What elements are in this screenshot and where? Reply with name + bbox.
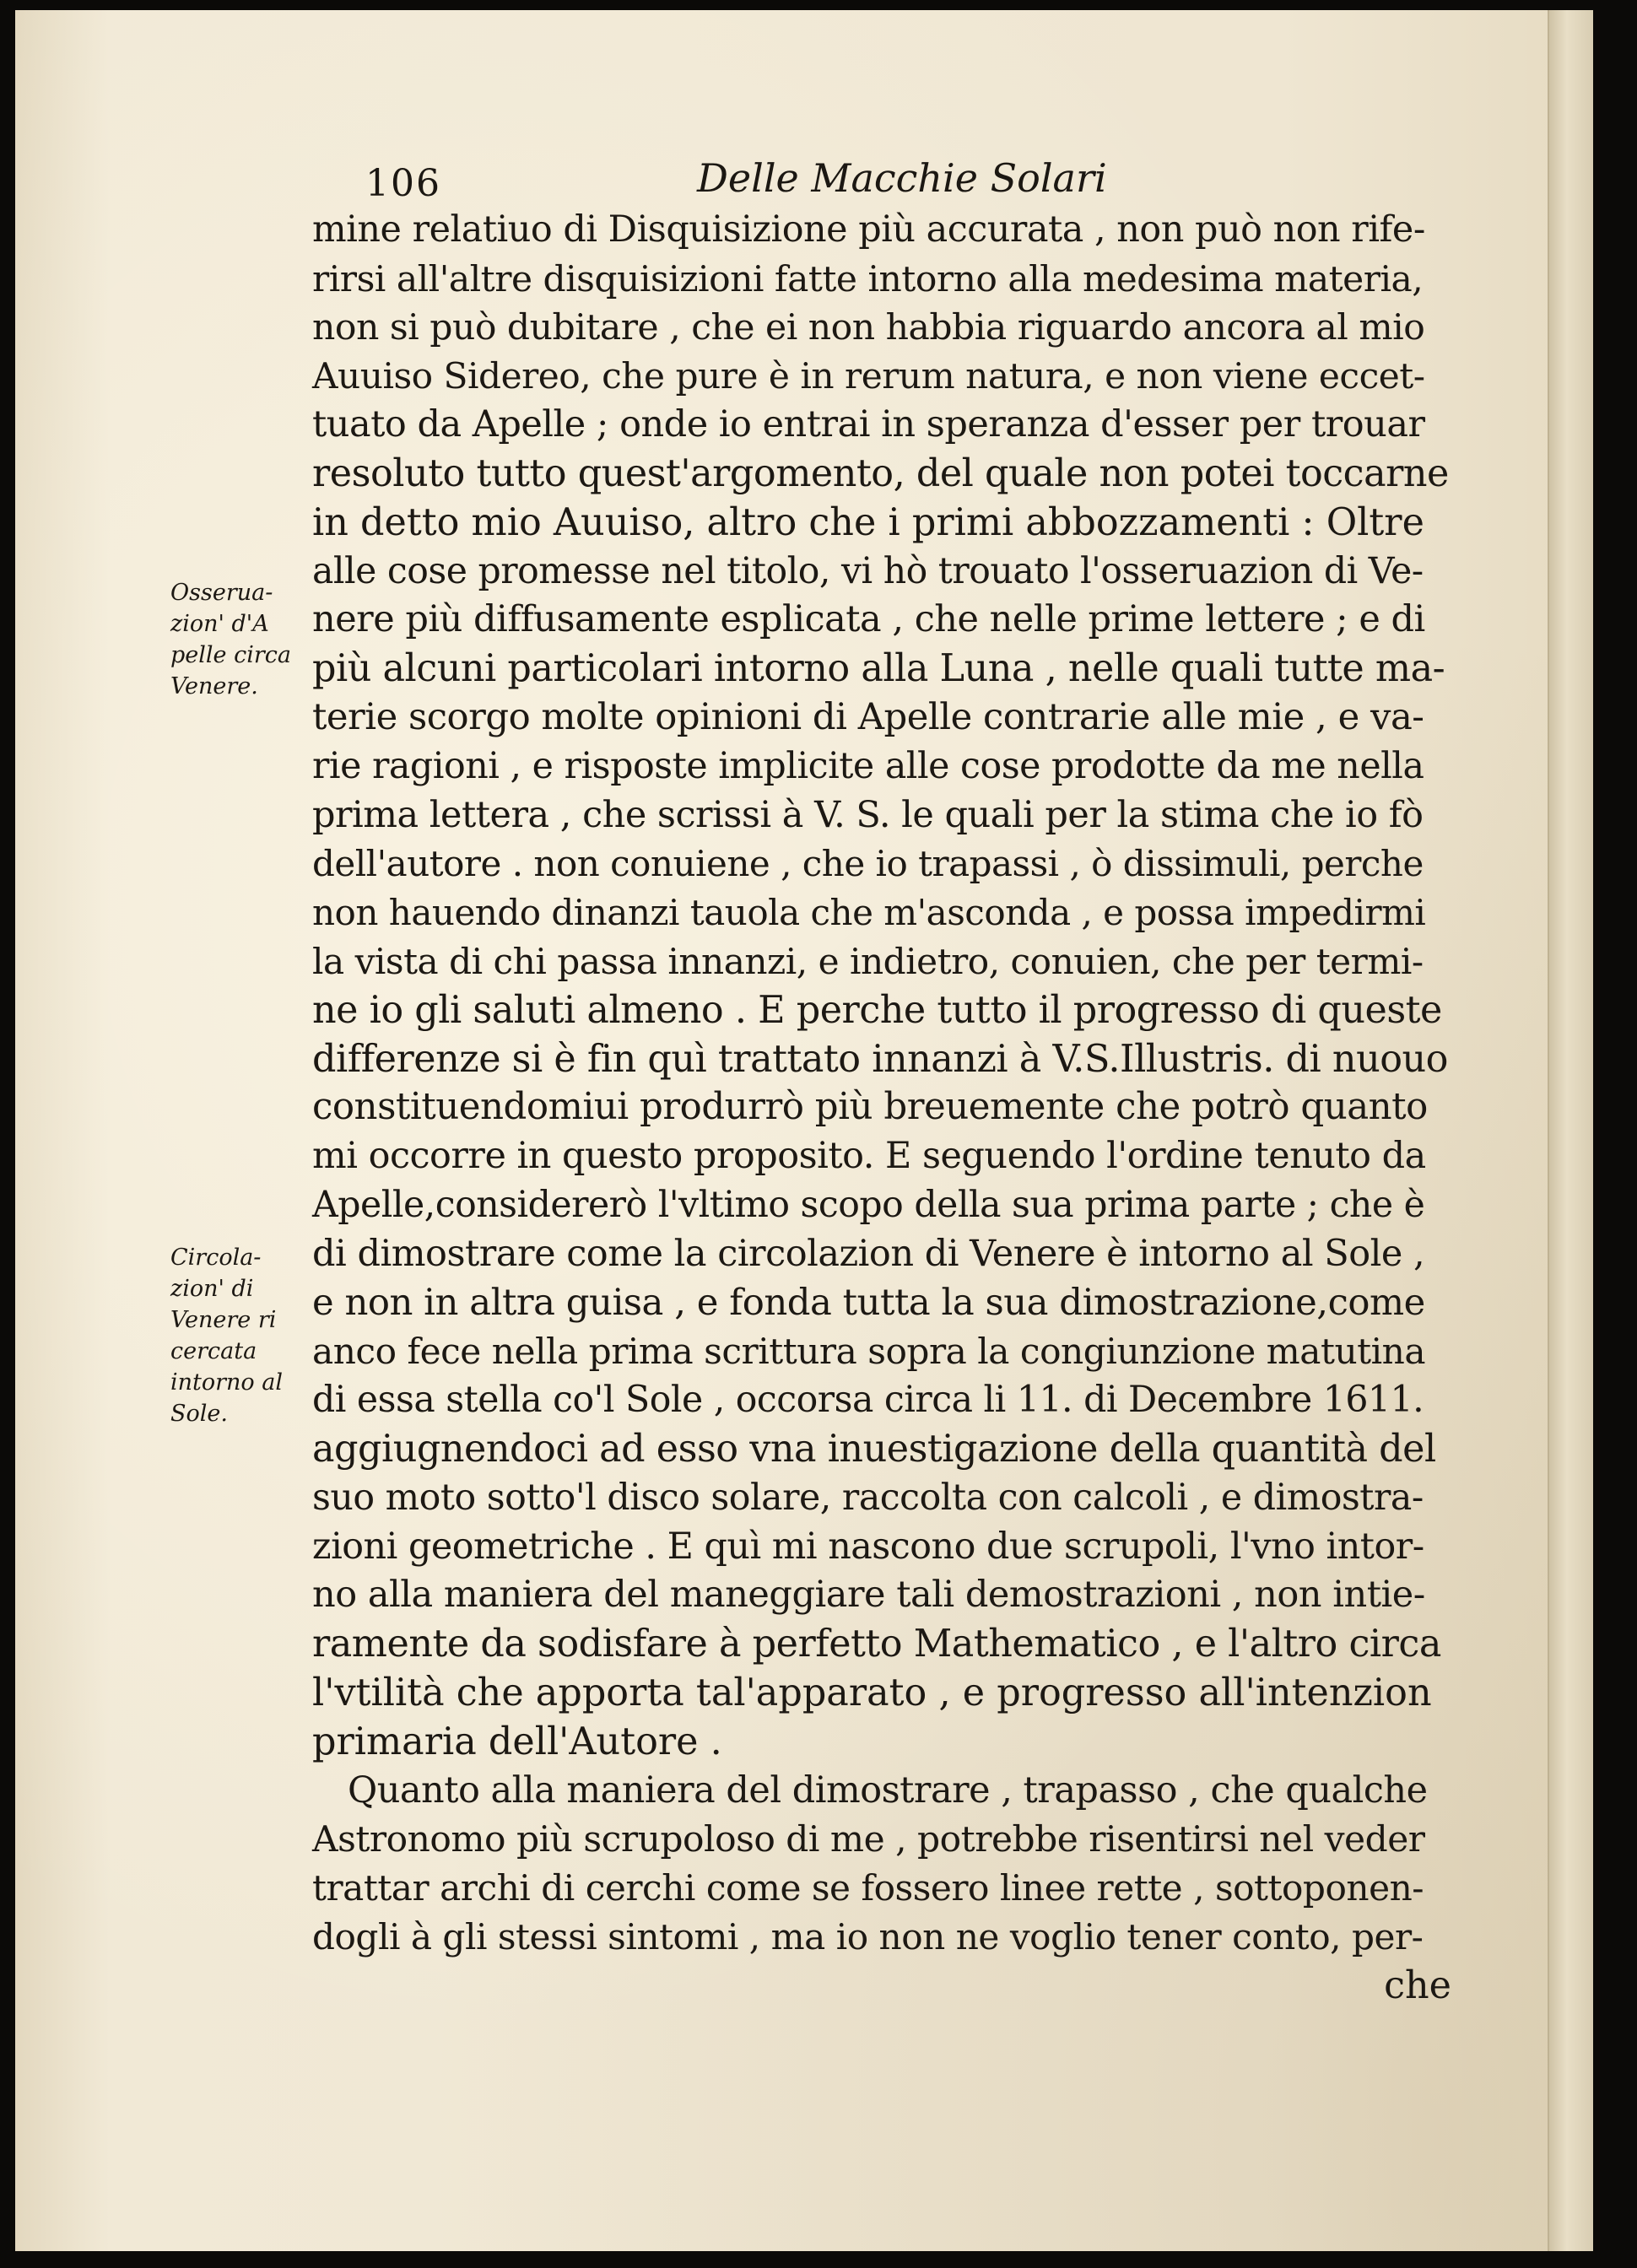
marginal-note-line: Venere ri [170, 1307, 277, 1333]
text-line: mi occorre in questo proposito. E seguendo l'ordine tenuto da [312, 1135, 1426, 1178]
text-line: l'vtilità che apporta tal'apparato , e progresso all'intenzion [312, 1671, 1432, 1714]
text-line: trattar archi di cerchi come se fossero linee rette , sottoponen- [312, 1867, 1424, 1909]
text-line: tuato da Apelle ; onde io entrai in speranza d'esser per trouar [312, 403, 1425, 446]
marginal-note-line: zion' d'A [170, 611, 269, 637]
text-line: Apelle,considererò l'vltimo scopo della sua prima parte ; che è [312, 1183, 1425, 1226]
text-line: rirsi all'altre disquisizioni fatte intorno alla medesima materia, [312, 257, 1424, 300]
text-line: no alla maniera del maneggiare tali demostrazioni , non intie- [312, 1574, 1425, 1617]
text-line: constituendomiui produrrò più breuemente che potrò quanto [312, 1086, 1428, 1129]
marginal-note [170, 577, 314, 702]
text-line: di dimostrare come la circolazion di Venere è intorno al Sole , [312, 1232, 1425, 1275]
catchword: che [1384, 1963, 1451, 2007]
text-line: la vista di chi passa innanzi, e indietro, conuien, che per termi- [312, 940, 1424, 982]
text-line: dogli à gli stessi sintomi , ma io non ne voglio tener conto, per- [312, 1915, 1424, 1958]
marginal-note [170, 1242, 314, 1429]
marginal-note-line: Venere. [170, 673, 258, 699]
text-line: prima lettera , che scrissi à V. S. le quali per la stima che io fò [312, 793, 1424, 836]
text-line: dell'autore . non conuiene , che io trapassi , ò dissimuli, perche [312, 843, 1424, 885]
page-edge [1548, 10, 1593, 2251]
text-line: non si può dubitare , che ei non habbia riguardo ancora al mio [312, 306, 1425, 348]
text-line: zioni geometriche . E quì mi nascono due scrupoli, l'vno intor- [312, 1525, 1424, 1568]
body-text [312, 206, 1451, 2010]
running-title: Delle Macchie Solari [697, 155, 1107, 201]
marginal-note-line: Sole. [170, 1401, 228, 1427]
marginal-note-line: intorno al [170, 1369, 283, 1396]
book-page [15, 10, 1593, 2251]
text-line: Quanto alla maniera del dimostrare , trapasso , che qualche [348, 1768, 1428, 1812]
text-line: primaria dell'Autore . [312, 1720, 722, 1763]
text-line: resoluto tutto quest'argomento, del quale non potei toccarne [312, 451, 1449, 495]
marginal-note-line: zion' di [170, 1276, 254, 1302]
text-line: ne io gli saluti almeno . E perche tutto il progresso di queste [312, 988, 1442, 1032]
page-number: 106 [365, 162, 441, 205]
text-line: di essa stella co'l Sole , occorsa circa li 11. di Decembre 1611. [312, 1379, 1424, 1422]
text-line: terie scorgo molte opinioni di Apelle contrarie alle mie , e va- [312, 695, 1424, 738]
text-line: alle cose promesse nel titolo, vi hò trouato l'osseruazion di Ve- [312, 549, 1424, 592]
text-line: mine relatiuo di Disquisizione più accurata , non può non rife- [312, 208, 1425, 251]
text-line: rie ragioni , e risposte implicite alle cose prodotte da me nella [312, 744, 1424, 787]
text-line: in detto mio Auuiso, altro che i primi abbozzamenti : Oltre [312, 500, 1424, 544]
text-line: anco fece nella prima scrittura sopra la congiunzione matutina [312, 1331, 1426, 1373]
text-line: Astronomo più scrupoloso di me , potrebbe risentirsi nel veder [312, 1818, 1425, 1860]
marginal-note-line: Osserua- [170, 580, 273, 606]
text-line: differenze si è fin quì trattato innanzi à V.S.Illustris. di nuouo [312, 1037, 1448, 1081]
text-line: nere più diffusamente esplicata , che nelle prime lettere ; e di [312, 598, 1425, 641]
marginal-note-line: Circola- [170, 1245, 262, 1271]
text-line: più alcuni particolari intorno alla Luna , nelle quali tutte ma- [312, 647, 1445, 691]
text-line: aggiugnendoci ad esso vna inuestigazione della quantità del [312, 1427, 1436, 1471]
marginal-note-line: cercata [170, 1338, 257, 1364]
text-line: non hauendo dinanzi tauola che m'asconda , e possa impedirmi [312, 892, 1426, 934]
text-line: suo moto sotto'l disco solare, raccolta con calcoli , e dimostra- [312, 1476, 1424, 1519]
marginal-note-line: pelle circa [170, 642, 291, 668]
text-line: e non in altra guisa , e fonda tutta la sua dimostrazione,come [312, 1281, 1425, 1324]
text-line: Auuiso Sidereo, che pure è in rerum natura, e non viene eccet- [312, 355, 1425, 397]
text-line: ramente da sodisfare à perfetto Mathematico , e l'altro circa [312, 1623, 1441, 1666]
